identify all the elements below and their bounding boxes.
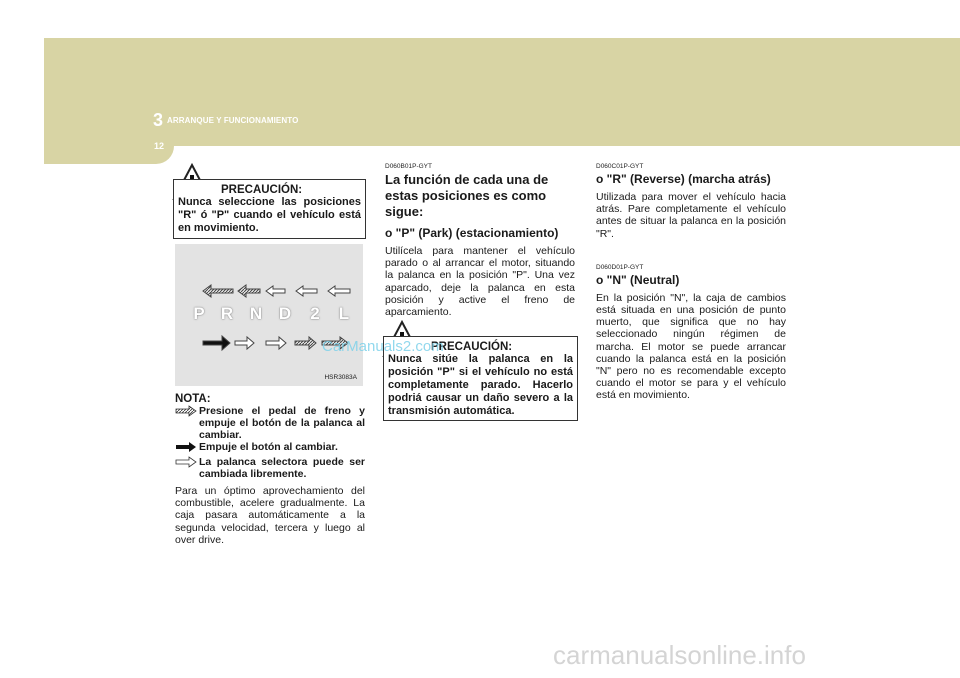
column-2 (385, 163, 575, 318)
park-heading: o "P" (Park) (estacionamiento) (385, 226, 559, 240)
nota-item: Presione el pedal de freno y empuje el botón de la palanca al cambiar. (175, 405, 365, 441)
section-code: D060B01P-GYT (385, 163, 432, 170)
gear-d: D (278, 304, 292, 323)
neutral-heading: o "N" (Neutral) (596, 272, 680, 287)
gear-p: P (193, 304, 205, 323)
section-code: D060C01P-GYT (596, 163, 644, 170)
solid-arrow-icon (175, 441, 197, 453)
gear-shift-figure (175, 244, 363, 386)
overlay-watermark: CarManuals2.com (322, 338, 444, 355)
warning-text: Nunca seleccione las posiciones "R" ó "P" cuando el vehículo está en movimiento. (178, 196, 361, 234)
outline-arrow-icon (175, 456, 197, 468)
park-body: Utilícela para mantener el vehículo parado o al arrancar el motor, situando la palanca en la posición "P". Una vez aparcado, deje la palanca en esta posición y active el freno de aparcamiento. (385, 245, 575, 319)
page-number: 12 (154, 141, 165, 151)
nota-item: La palanca selectora puede ser cambiada libremente. (175, 456, 365, 480)
chapter-number: 3 (153, 110, 164, 130)
warning-box-1 (173, 179, 366, 239)
hatched-arrow-icon (175, 405, 197, 417)
reverse-heading: o "R" (Reverse) (marcha atrás) (596, 172, 771, 186)
warning-title: PRECAUCIÓN: (431, 341, 513, 353)
neutral-body: En la posición "N", la caja de cambios está situada en una posición de punto muerto, que significa que no hay seleccionado ningún régimen de marcha. El motor se puede arrancar cuando la palanca está en la posición "N" pero no es recomendable excepto cuando el motor se para y el vehículo está en movimiento. (596, 291, 786, 402)
nota-item: Empuje el botón al cambiar. (175, 441, 365, 456)
column-3 (596, 163, 786, 402)
header-band (44, 38, 960, 146)
section-code: D060D01P-GYT (596, 263, 644, 271)
gear-r: R (220, 304, 234, 323)
reverse-body: Utilizada para mover el vehículo hacia atrás. Pare completamente el vehículo antes de situar la palanca en la posición "R". (596, 191, 786, 240)
figure-code: HSR3083A (324, 374, 357, 381)
nota-title: NOTA: (175, 393, 211, 405)
footer-watermark: carmanualsonline.info (553, 640, 806, 670)
top-arrows (203, 285, 350, 297)
nota-section (175, 393, 365, 546)
gear-n: N (249, 304, 263, 323)
section-heading: La función de cada una de estas posiciones es como sigue: (385, 172, 549, 219)
chapter-title: ARRANQUE Y FUNCIONAMIENTO (167, 116, 299, 125)
warning-title: PRECAUCIÓN: (221, 184, 303, 196)
warning-text: Nunca sitúe la palanca en la posición "P" si el vehículo no está completamente parado. Hacerlo podriá causar un daño severo a la transmisión automática. (388, 353, 573, 417)
gear-2: 2 (310, 304, 320, 323)
nota-paragraph: Para un óptimo aprovechamiento del combustible, acelere gradualmente. La caja pasara automáticamente a la segunda velocidad, tercera y luego al over drive. (175, 485, 365, 546)
gear-l: L (338, 304, 350, 323)
